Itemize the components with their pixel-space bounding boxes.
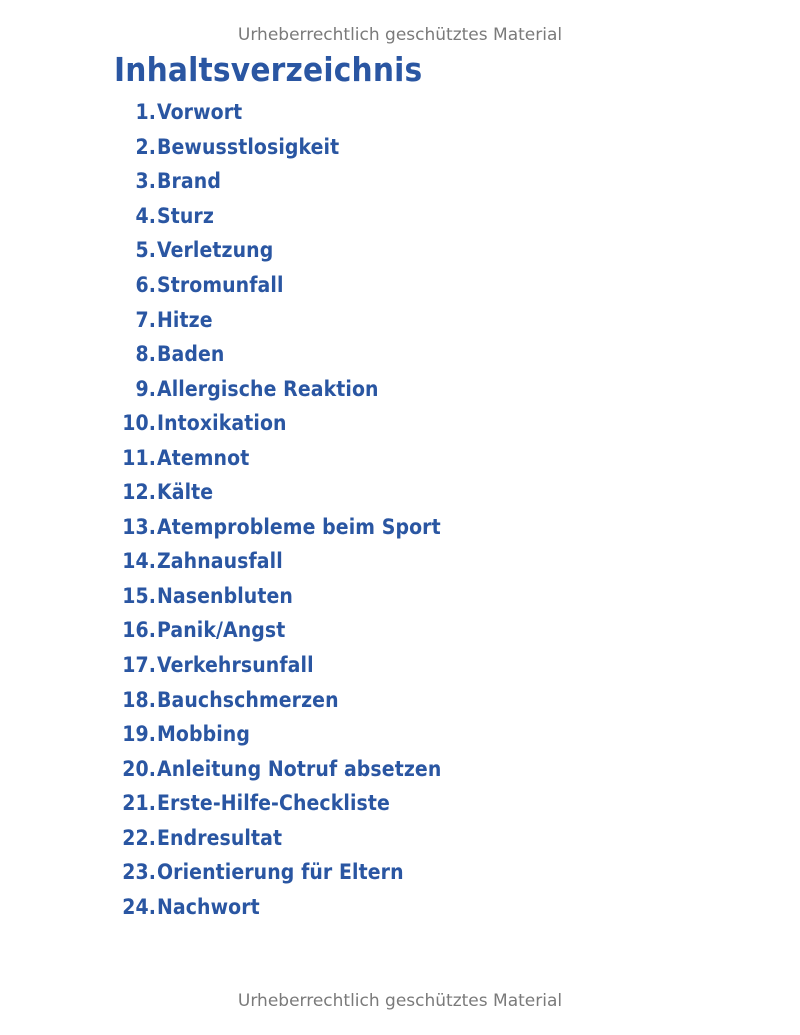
toc-item[interactable] bbox=[100, 717, 441, 752]
toc-item-number: 18. bbox=[122, 687, 156, 712]
toc-item[interactable] bbox=[100, 855, 441, 890]
toc-item-label: Intoxikation bbox=[157, 411, 287, 436]
toc-item-label: Verletzung bbox=[157, 238, 274, 263]
toc-item-number: 2. bbox=[135, 134, 156, 159]
toc-item-number: 9. bbox=[135, 376, 156, 401]
toc-item-number: 20. bbox=[122, 756, 156, 781]
toc-item-number: 1. bbox=[135, 100, 156, 125]
toc-item[interactable] bbox=[100, 544, 441, 579]
toc-item-label: Hitze bbox=[157, 307, 213, 332]
toc-item-label: Orientierung für Eltern bbox=[157, 860, 404, 885]
toc-item-number: 4. bbox=[135, 203, 156, 228]
toc-item-number: 13. bbox=[122, 514, 156, 539]
toc-item[interactable] bbox=[100, 164, 441, 199]
toc-item[interactable] bbox=[100, 337, 441, 372]
toc-list bbox=[100, 95, 441, 924]
toc-item-number: 11. bbox=[122, 445, 156, 470]
toc-item-label: Erste-Hilfe-Checkliste bbox=[157, 791, 390, 816]
toc-item[interactable] bbox=[100, 95, 441, 130]
toc-item[interactable] bbox=[100, 579, 441, 614]
toc-item[interactable] bbox=[100, 510, 441, 545]
toc-item[interactable] bbox=[100, 890, 441, 925]
toc-item-number: 12. bbox=[122, 480, 156, 505]
toc-item[interactable] bbox=[100, 406, 441, 441]
toc-item-number: 8. bbox=[135, 342, 156, 367]
toc-item-label: Kälte bbox=[157, 480, 214, 505]
watermark-top: Urheberrechtlich geschütztes Material bbox=[237, 25, 563, 45]
toc-item-label: Nachwort bbox=[157, 894, 260, 919]
toc-item-label: Mobbing bbox=[157, 722, 250, 747]
toc-item[interactable] bbox=[100, 786, 441, 821]
toc-item[interactable] bbox=[100, 233, 441, 268]
toc-item[interactable] bbox=[100, 751, 441, 786]
toc-item-number: 19. bbox=[122, 722, 156, 747]
toc-item[interactable] bbox=[100, 440, 441, 475]
toc-item-label: Sturz bbox=[157, 203, 214, 228]
toc-item-label: Verkehrsunfall bbox=[157, 653, 314, 678]
toc-item-number: 17. bbox=[122, 653, 156, 678]
toc-item-label: Panik/Angst bbox=[157, 618, 286, 643]
watermark-bottom: Urheberrechtlich geschütztes Material bbox=[237, 991, 563, 1011]
toc-item-number: 14. bbox=[122, 549, 156, 574]
toc-item-label: Vorwort bbox=[157, 100, 243, 125]
toc-item[interactable] bbox=[100, 268, 441, 303]
toc-item[interactable] bbox=[100, 475, 441, 510]
toc-item[interactable] bbox=[100, 648, 441, 683]
toc-item-number: 3. bbox=[135, 169, 156, 194]
toc-item-label: Bauchschmerzen bbox=[157, 687, 339, 712]
toc-item-label: Allergische Reaktion bbox=[157, 376, 379, 401]
toc-item-label: Baden bbox=[157, 342, 225, 367]
toc-title: Inhaltsverzeichnis bbox=[114, 50, 423, 89]
toc-item-number: 24. bbox=[122, 894, 156, 919]
toc-item-label: Atemprobleme beim Sport bbox=[157, 514, 441, 539]
toc-item-number: 15. bbox=[122, 583, 156, 608]
toc-item-number: 16. bbox=[122, 618, 156, 643]
toc-item[interactable] bbox=[100, 820, 441, 855]
toc-item-number: 7. bbox=[135, 307, 156, 332]
toc-item-label: Atemnot bbox=[157, 445, 250, 470]
toc-item-label: Brand bbox=[157, 169, 221, 194]
toc-item-label: Nasenbluten bbox=[157, 583, 293, 608]
toc-item-number: 21. bbox=[122, 791, 156, 816]
toc-item-number: 22. bbox=[122, 825, 156, 850]
toc-item-label: Zahnausfall bbox=[157, 549, 283, 574]
toc-item[interactable] bbox=[100, 371, 441, 406]
toc-item-number: 10. bbox=[122, 411, 156, 436]
toc-item-number: 5. bbox=[135, 238, 156, 263]
toc-item[interactable] bbox=[100, 130, 441, 165]
toc-item-label: Stromunfall bbox=[157, 273, 284, 297]
toc-item[interactable] bbox=[100, 682, 441, 717]
toc-item[interactable] bbox=[100, 199, 441, 234]
toc-item-number: 6. bbox=[135, 273, 156, 297]
toc-item-label: Anleitung Notruf absetzen bbox=[157, 756, 442, 781]
toc-item-number: 23. bbox=[122, 860, 156, 885]
toc-item-label: Bewusstlosigkeit bbox=[157, 134, 340, 159]
toc-item-label: Endresultat bbox=[157, 825, 283, 850]
toc-item[interactable] bbox=[100, 302, 441, 337]
toc-item[interactable] bbox=[100, 613, 441, 648]
